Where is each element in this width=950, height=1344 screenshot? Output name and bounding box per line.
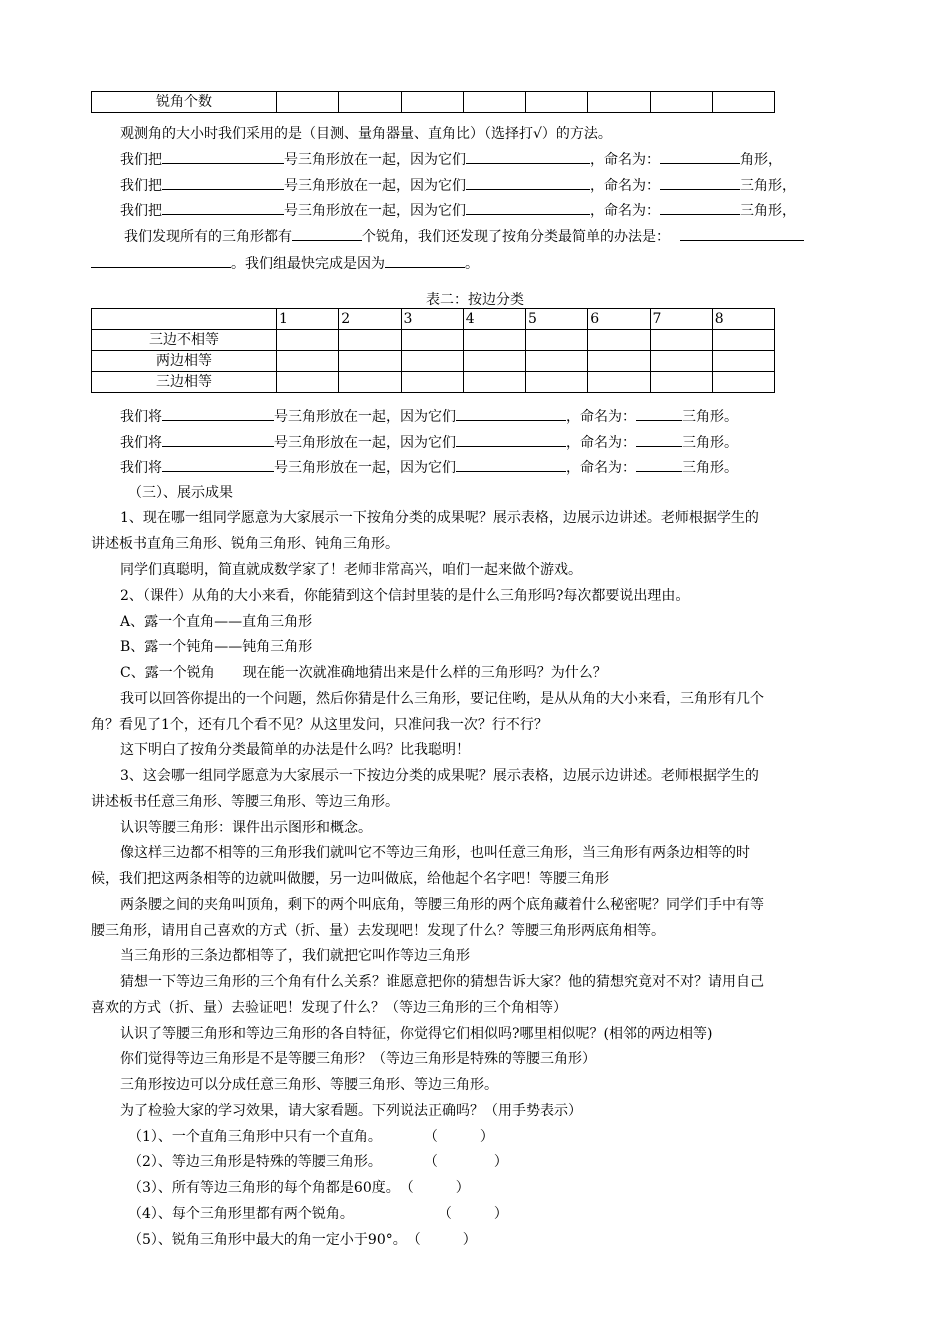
- paragraph-line: 你们觉得等边三角形是不是等腰三角形？（等边三角形是特殊的等腰三角形）: [120, 1051, 596, 1067]
- table-row-label: 锐角个数: [92, 92, 277, 113]
- table-cell: [588, 92, 650, 113]
- paragraph-line: 两条腰之间的夹角叫顶角，剩下的两个叫底角，等腰三角形的两个底角藏着什么秘密呢？同学们手中有等: [120, 897, 764, 913]
- table-cell: [712, 92, 774, 113]
- table-header: 6: [588, 309, 650, 330]
- paragraph-line: 3、这会哪一组同学愿意为大家展示一下按边分类的成果呢？展示表格，边展示边讲述。老师根据学生的: [120, 768, 759, 784]
- table-header: 7: [650, 309, 712, 330]
- fill-line: 我们把 号三角形放在一起，因为它们 ，命名为： 角形，: [120, 149, 782, 170]
- observe-method-text: 观测角的大小时我们采用的是（目测、量角器量、直角比）（选择打√）的方法。: [120, 126, 612, 142]
- table-row: [92, 330, 775, 351]
- paragraph-line: 候，我们把这两条相等的边就叫做腰，另一边叫做底，给他起个名字吧！等腰三角形: [91, 871, 609, 887]
- table-cell: [650, 92, 712, 113]
- fill-line: 我们把 号三角形放在一起，因为它们 ，命名为： 三角形，: [120, 200, 796, 221]
- paragraph-line: 认识等腰三角形：课件出示图形和概念。: [120, 820, 372, 836]
- quiz-item: （2）、等边三角形是特殊的等腰三角形。 （ ）: [128, 1154, 508, 1170]
- side-classification-table: [91, 308, 775, 393]
- table-row-label: 三边不相等: [92, 330, 277, 351]
- table-row-label: 两边相等: [92, 351, 277, 372]
- section-heading: （三）、展示成果: [128, 485, 233, 501]
- paragraph-line: 像这样三边都不相等的三角形我们就叫它不等边三角形，也叫任意三角形，当三角形有两条边相等的时: [120, 845, 750, 861]
- fill-line: 我们将 号三角形放在一起，因为它们 ，命名为： 三角形。: [120, 432, 738, 453]
- paragraph-line: 三角形按边可以分成任意三角形、等腰三角形、等边三角形。: [120, 1077, 498, 1093]
- paragraph-line: 讲述板书任意三角形、等腰三角形、等边三角形。: [91, 794, 399, 810]
- table-header: 2: [339, 309, 401, 330]
- fill-line: 我们将 号三角形放在一起，因为它们 ，命名为： 三角形。: [120, 457, 738, 478]
- paragraph-line: 腰三角形，请用自己喜欢的方式（折、量）去发现吧！发现了什么？等腰三角形两底角相等。: [91, 923, 665, 939]
- fill-line: 我们将 号三角形放在一起，因为它们 ，命名为： 三角形。: [120, 406, 738, 427]
- table-cell: [526, 92, 588, 113]
- paragraph-line: C、露一个锐角 现在能一次就准确地猜出来是什么样的三角形吗？为什么？: [120, 665, 607, 681]
- paragraph-line: 讲述板书直角三角形、锐角三角形、钝角三角形。: [91, 536, 399, 552]
- fill-line: 我们把 号三角形放在一起，因为它们 ，命名为： 三角形，: [120, 175, 796, 196]
- quiz-item: （5）、锐角三角形中最大的角一定小于90°。 （ ）: [128, 1232, 477, 1248]
- paragraph-line: 喜欢的方式（折、量）去验证吧！发现了什么？（等边三角形的三个角相等）: [91, 1000, 567, 1016]
- table-header: 8: [712, 309, 774, 330]
- table-row: [92, 372, 775, 393]
- quiz-item: （4）、每个三角形里都有两个锐角。 （ ）: [128, 1206, 508, 1222]
- paragraph-line: 为了检验大家的学习效果，请大家看题。下列说法正确吗？（用手势表示）: [120, 1103, 582, 1119]
- table-cell: [401, 92, 463, 113]
- quiz-item: （3）、所有等边三角形的每个角都是60度。 （ ）: [128, 1180, 470, 1196]
- table-cell: [463, 92, 525, 113]
- table-row: [92, 351, 775, 372]
- paragraph-line: 这下明白了按角分类最简单的办法是什么吗？比我聪明！: [120, 742, 470, 758]
- table-cell: [339, 92, 401, 113]
- paragraph-line: 2、（课件）从角的大小来看，你能猜到这个信封里装的是什么三角形吗?每次都要说出理由。: [120, 588, 690, 604]
- table-header: 5: [526, 309, 588, 330]
- paragraph-line: 当三角形的三条边都相等了，我们就把它叫作等边三角形: [120, 948, 470, 964]
- table-header: 1: [277, 309, 339, 330]
- quiz-item: （1）、一个直角三角形中只有一个直角。 （ ）: [128, 1129, 494, 1145]
- table-header: 3: [401, 309, 463, 330]
- discover-line-1: 我们发现所有的三角形都有 个锐角，我们还发现了按角分类最简单的办法是：: [124, 226, 804, 247]
- paragraph-line: 1、现在哪一组同学愿意为大家展示一下按角分类的成果呢？展示表格，边展示边讲述。老师根据学生的: [120, 510, 759, 526]
- angle-count-table: [91, 91, 775, 113]
- paragraph-line: 我可以回答你提出的一个问题，然后你猜是什么三角形，要记住哟，是从从角的大小来看，三角形有几个: [120, 691, 764, 707]
- paragraph-line: 角？看见了1个，还有几个看不见？从这里发问，只准问我一次？行不行？: [91, 717, 548, 733]
- paragraph-line: 认识了等腰三角形和等边三角形的各自特征，你觉得它们相似吗?哪里相似呢？(相邻的两边相等): [120, 1026, 713, 1042]
- paragraph-line: A、露一个直角——直角三角形: [120, 614, 313, 630]
- table-header: 4: [463, 309, 525, 330]
- paragraph-line: 同学们真聪明，简直就成数学家了！老师非常高兴，咱们一起来做个游戏。: [120, 562, 582, 578]
- table2-title: 表二：按边分类: [426, 292, 524, 308]
- table-row-label: 三边相等: [92, 372, 277, 393]
- paragraph-line: 猜想一下等边三角形的三个角有什么关系？谁愿意把你的猜想告诉大家？他的猜想究竟对不对？请用自己: [120, 974, 764, 990]
- table-header-empty: [92, 309, 277, 330]
- discover-line-2: 。我们组最快完成是因为 。: [91, 253, 479, 274]
- table-cell: [277, 92, 339, 113]
- paragraph-line: B、露一个钝角——钝角三角形: [120, 639, 313, 655]
